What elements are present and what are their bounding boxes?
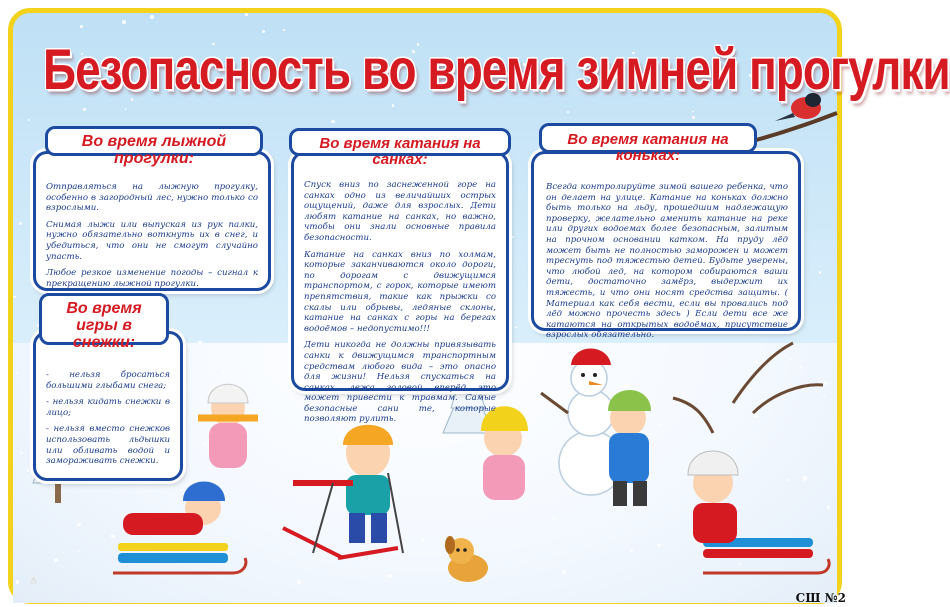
panel-skating (531, 151, 801, 341)
child-green-hat-icon (608, 390, 651, 506)
panel-skiing-heading: Во время лыжной прогулки: (45, 126, 263, 156)
panel-skiing-paragraph: Снимая лыжи или выпуская из рук палки, нужно обязательно воткнуть их в снег, и убедиться, что они не смогут случайно упасть. (46, 219, 258, 262)
puppy-icon (445, 536, 488, 582)
panel-snowballs-text (36, 334, 180, 467)
panel-snowballs-item: - нельзя бросаться большими глыбами снега; (46, 370, 170, 391)
panel-snowballs (33, 331, 183, 481)
panel-sledding-paragraph: Дети никогда не должны привязывать санки к движущимся транспортным средствам любого вида – это опасно для жизни! Нельзя спускаться на санках, лежа головой вперёд это может привести к травмам. Самые безопасные сани те, которые позволяют рулить. (304, 340, 496, 425)
child-girl-icon (198, 384, 258, 468)
panel-snowballs-heading: Во время игры в снежки: (39, 293, 169, 345)
poster-frame (8, 8, 950, 604)
child-boy-fur-hat-icon (688, 451, 738, 543)
sled-icon (113, 543, 246, 573)
panel-sledding-paragraph: Катание на санках вниз по холмам, которые заканчиваются около дороги, по дорогам с движущимся транспортом, с горок, которые имеют препятствия, такие как прыжки со скалы или обрывы, ледяные склоны, катание на санках с горы на берегах водоёмов – недопустимо!!! (304, 249, 496, 334)
panel-skating-heading: Во время катания на коньках: (539, 123, 757, 153)
panel-sledding-paragraph: Спуск вниз по заснеженной горе на санках одно из величайших острых ощущений, даже для взрослых. Дети любят катание на санках, но важно, чтобы они знали основные правила безопасности. (304, 180, 496, 243)
watermark-logo: ☃ (29, 576, 38, 586)
panel-snowballs-item: - нельзя вместо снежков использовать льдышки или обливать водой и замораживать снежки. (46, 424, 170, 467)
panel-skating-paragraph: Всегда контролируйте зимой вашего ребенка, что он делает на улице. Катание на коньках должно быть только на льду, прошедшим надлежащую проверку, желательно аменить катание на реке или других водоемах более безопасным, залитым на прочном основании катком. На пруду лёд может быть не полностью заморожен и может треснуть под тяжестью детей. Будьте уверены, что любой лед, на котором собираются ваши дети, достаточно замёрз, выдержит их тяжесть, и что они носят средства защиты. ( Материал как себя вести, если вы провались под лёд можно прочесть здесь ) Если дети все же катаются на открытых водоёмах, присутствие взрослых обязательно. (546, 182, 788, 341)
panel-sledding (291, 151, 509, 425)
panel-skiing (33, 151, 271, 291)
panel-skating-text (534, 154, 798, 341)
panel-sledding-text (294, 154, 506, 425)
child-sledding-icon (123, 482, 225, 536)
child-skier-icon (283, 425, 403, 558)
panel-snowballs-item: - нельзя кидать снежки в лицо; (46, 397, 170, 418)
panel-sledding-heading: Во время катания на санках: (289, 128, 511, 156)
panel-skiing-paragraph: Отправляться на лыжную прогулку, особенно в загородный лес, нужно только со взрослыми. (46, 182, 258, 214)
sled-icon (703, 538, 829, 573)
poster-title: Безопасность во время зимней прогулки (43, 36, 950, 102)
school-stamp: СШ №2 (795, 591, 846, 605)
panel-skiing-text (36, 154, 268, 289)
panel-skiing-paragraph: Любое резкое изменение погоды – сигнал к прекращению лыжной прогулки. (46, 268, 258, 289)
